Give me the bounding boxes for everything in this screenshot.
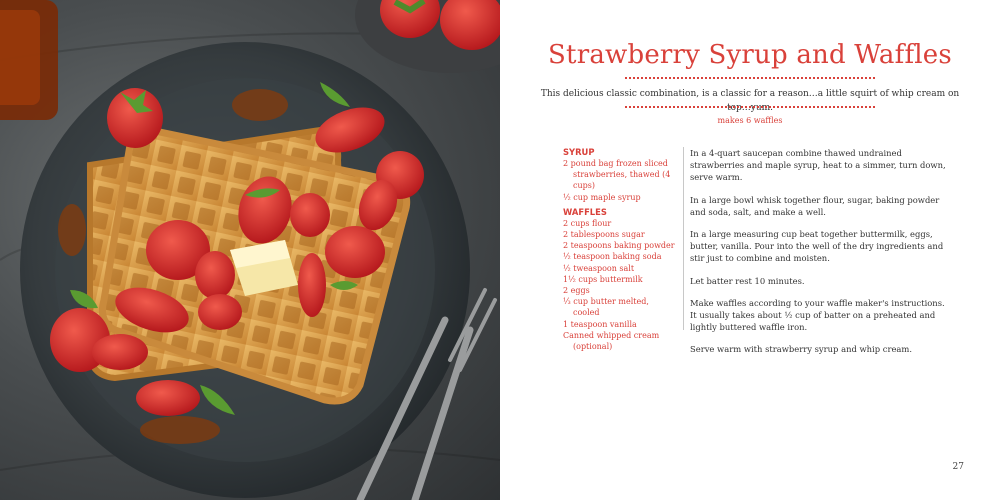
recipe-intro: This delicious classic combination, is a classic for a reason…a little squirt of whip cream on top…yum. xyxy=(540,89,960,113)
syrup-jar xyxy=(0,0,58,120)
ingredient-item: 1 teaspoon vanilla xyxy=(563,319,637,329)
ingredient-item: 2 tablespoons sugar xyxy=(563,230,645,240)
ingredient-item: ½ cup maple syrup xyxy=(563,192,641,202)
ingredient-item: 2 teaspoons baking powder xyxy=(563,241,675,251)
ingredients-list xyxy=(563,146,675,352)
page-number: 27 xyxy=(952,462,964,472)
recipe-yield: makes 6 waffles xyxy=(717,116,783,125)
method-step: In a large bowl whisk together flour, sugar, baking powder and soda, salt, and make a well. xyxy=(690,194,940,217)
method-step: Let batter rest 10 minutes. xyxy=(690,275,805,286)
ingredient-heading-syrup: SYRUP xyxy=(563,147,595,157)
method-step: Make waffles according to your waffle maker's instructions. It usually takes about ½ cup of batter on a preheated and lightly buttered waffle iron. xyxy=(690,297,945,333)
ingredient-item: 2 pound bag frozen sliced strawberries, thawed (4 cups) xyxy=(563,159,671,191)
strawberry-bowl xyxy=(355,0,500,73)
ingredient-item: 2 cups flour xyxy=(563,218,612,228)
dotted-divider-top xyxy=(625,77,875,79)
ingredient-item: 2 eggs xyxy=(563,286,590,296)
ingredient-item: ⅓ cup butter melted, cooled xyxy=(563,297,649,318)
ingredient-heading-waffles: WAFFLES xyxy=(563,206,607,217)
ingredient-item: ½ teaspoon baking soda xyxy=(563,252,662,262)
column-divider xyxy=(683,147,684,330)
method-step: In a large measuring cup beat together buttermilk, eggs, butter, vanilla. Pour into the well of the dry ingredients and stir just to combine and moisten. xyxy=(690,229,944,264)
method-step: Serve warm with strawberry syrup and whip cream. xyxy=(690,344,913,355)
ingredient-item: Canned whipped cream (optional) xyxy=(563,330,660,352)
ingredient-item: ½ tweaspoon salt xyxy=(563,263,635,273)
method-step: In a 4-quart saucepan combine thawed undrained strawberries and maple syrup, heat to a simmer, turn down, serve warm. xyxy=(690,148,946,183)
recipe-title: Strawberry Syrup and Waffles xyxy=(548,40,952,70)
method-steps xyxy=(690,147,950,366)
recipe-page xyxy=(500,0,1000,500)
dotted-divider-bottom xyxy=(625,106,875,108)
ingredient-item: 1½ cups buttermilk xyxy=(563,274,643,284)
